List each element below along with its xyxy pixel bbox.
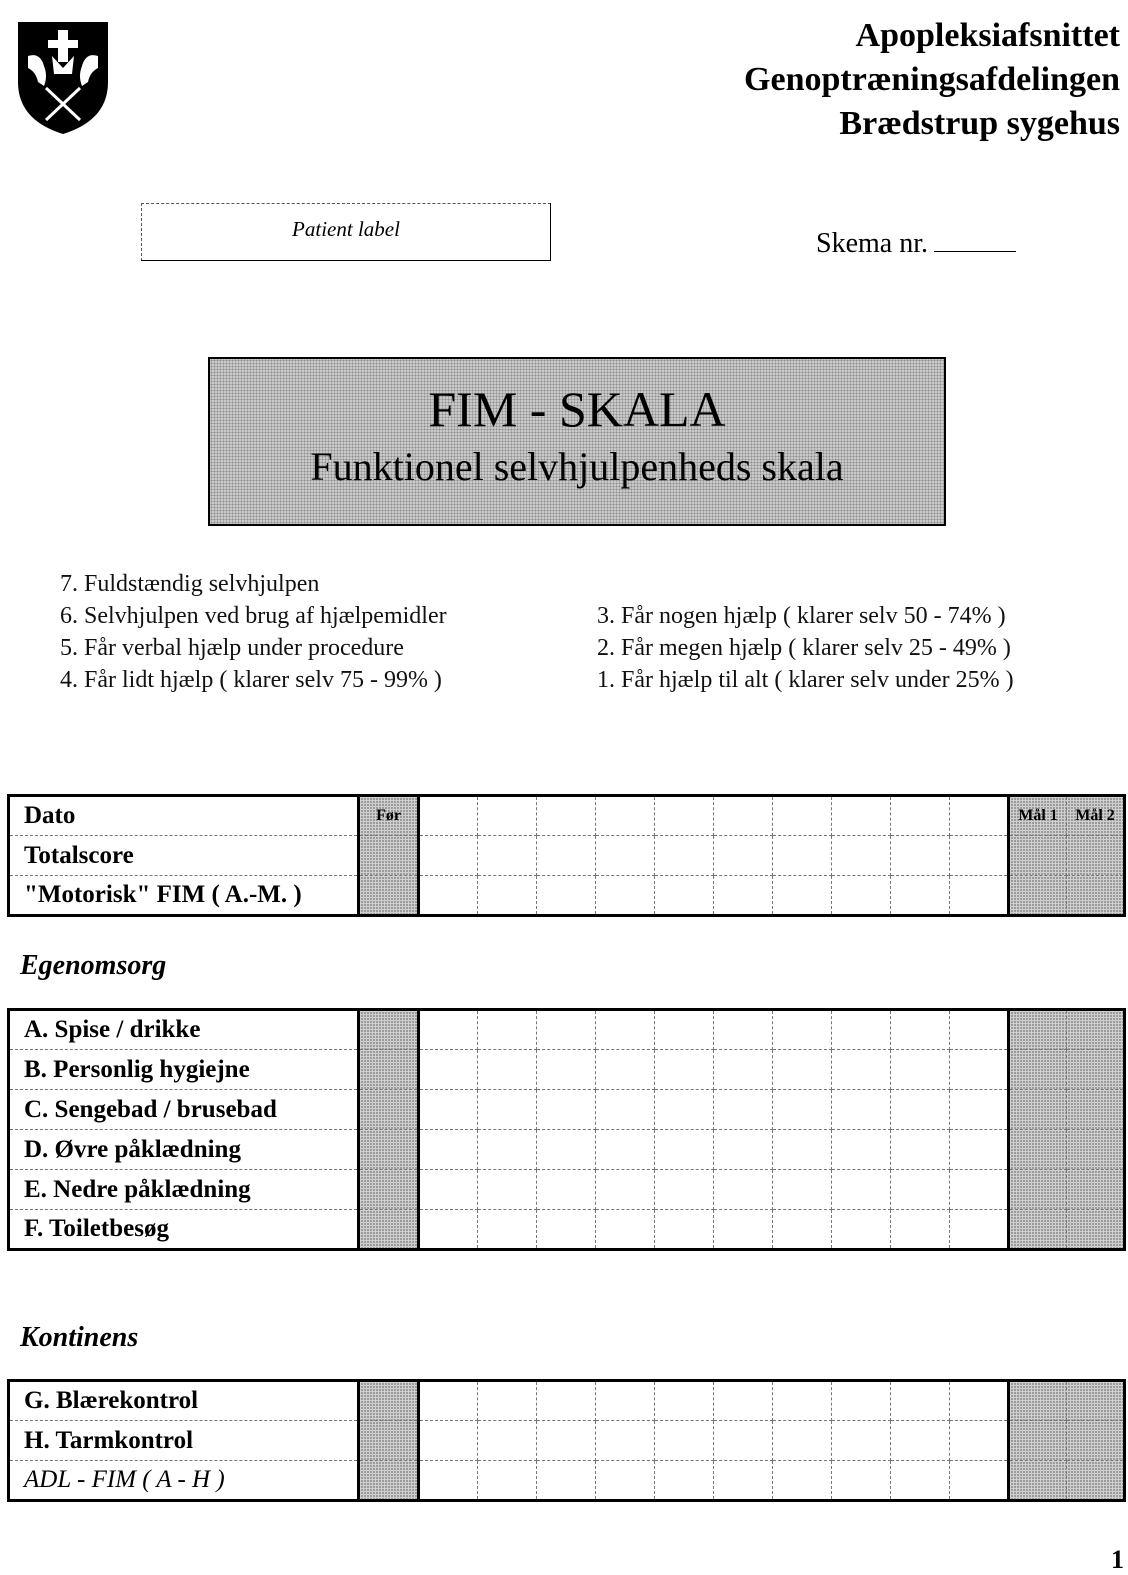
score-cell[interactable] bbox=[832, 1210, 891, 1250]
score-cell[interactable] bbox=[714, 1010, 773, 1050]
mal2-cell[interactable] bbox=[1067, 1461, 1125, 1501]
score-cell[interactable] bbox=[773, 1210, 832, 1250]
table-row bbox=[9, 1381, 1125, 1421]
table-row bbox=[9, 1090, 1125, 1130]
score-cell[interactable] bbox=[655, 1421, 714, 1461]
skema-blank-line bbox=[934, 251, 1016, 252]
row-label: D. Øvre påklædning bbox=[9, 1130, 359, 1170]
score-cell[interactable] bbox=[891, 1010, 950, 1050]
score-cell[interactable] bbox=[773, 1010, 832, 1050]
table-row bbox=[9, 1461, 1125, 1501]
score-cell[interactable] bbox=[655, 1010, 714, 1050]
score-cell[interactable] bbox=[478, 1010, 537, 1050]
score-cell[interactable] bbox=[950, 1010, 1009, 1050]
score-cell[interactable] bbox=[714, 1381, 773, 1421]
row-label: E. Nedre påklædning bbox=[9, 1170, 359, 1210]
score-cell[interactable] bbox=[419, 1010, 478, 1050]
mal1-cell[interactable] bbox=[1009, 876, 1067, 916]
score-cell[interactable] bbox=[655, 1050, 714, 1090]
score-cell[interactable] bbox=[537, 796, 596, 836]
egenomsorg-table bbox=[7, 1008, 1126, 1251]
score-cell[interactable] bbox=[773, 1090, 832, 1130]
score-cell[interactable] bbox=[773, 836, 832, 876]
mal2-cell[interactable] bbox=[1067, 1381, 1125, 1421]
score-cell[interactable] bbox=[950, 1381, 1009, 1421]
score-cell[interactable] bbox=[478, 836, 537, 876]
score-cell[interactable] bbox=[478, 796, 537, 836]
score-cell[interactable] bbox=[537, 1090, 596, 1130]
score-cell[interactable] bbox=[655, 1170, 714, 1210]
row-label: ADL - FIM ( A - H ) bbox=[9, 1461, 359, 1501]
page-title: FIM - SKALA bbox=[428, 381, 726, 437]
score-cell[interactable] bbox=[832, 1461, 891, 1501]
score-cell[interactable] bbox=[537, 1461, 596, 1501]
for-cell[interactable] bbox=[359, 1421, 419, 1461]
skema-label: Skema nr. bbox=[816, 228, 928, 259]
score-cell[interactable] bbox=[714, 1170, 773, 1210]
score-cell[interactable] bbox=[655, 1090, 714, 1130]
table-row bbox=[9, 1010, 1125, 1050]
for-cell[interactable] bbox=[359, 1170, 419, 1210]
patient-label-box bbox=[141, 203, 551, 261]
score-cell[interactable] bbox=[891, 1210, 950, 1250]
score-cell[interactable] bbox=[714, 1210, 773, 1250]
score-cell[interactable] bbox=[950, 1170, 1009, 1210]
table-row bbox=[9, 1050, 1125, 1090]
score-cell[interactable] bbox=[537, 1421, 596, 1461]
score-cell[interactable] bbox=[655, 1130, 714, 1170]
score-cell[interactable] bbox=[419, 876, 478, 916]
score-cell[interactable] bbox=[891, 1381, 950, 1421]
score-cell[interactable] bbox=[596, 1090, 655, 1130]
mal2-cell[interactable] bbox=[1067, 1010, 1125, 1050]
row-label: F. Toiletbesøg bbox=[9, 1210, 359, 1250]
score-cell[interactable] bbox=[714, 1090, 773, 1130]
coat-of-arms-logo bbox=[14, 16, 112, 136]
score-cell[interactable] bbox=[655, 1381, 714, 1421]
mal1-cell[interactable] bbox=[1009, 1210, 1067, 1250]
score-cell[interactable] bbox=[891, 1170, 950, 1210]
for-cell[interactable] bbox=[359, 1210, 419, 1250]
score-cell[interactable] bbox=[537, 836, 596, 876]
for-cell[interactable] bbox=[359, 876, 419, 916]
score-cell[interactable] bbox=[419, 836, 478, 876]
for-cell[interactable] bbox=[359, 1461, 419, 1501]
table-row bbox=[9, 1130, 1125, 1170]
mal1-cell[interactable] bbox=[1009, 1050, 1067, 1090]
score-cell[interactable] bbox=[478, 1421, 537, 1461]
for-cell[interactable] bbox=[359, 1130, 419, 1170]
score-cell[interactable] bbox=[655, 796, 714, 836]
for-header: Før bbox=[359, 796, 419, 836]
mal1-cell[interactable] bbox=[1009, 1421, 1067, 1461]
score-cell[interactable] bbox=[537, 1050, 596, 1090]
score-cell[interactable] bbox=[596, 1461, 655, 1501]
scale-legend-right bbox=[597, 600, 1014, 696]
mal2-cell[interactable] bbox=[1067, 1130, 1125, 1170]
score-cell[interactable] bbox=[419, 1170, 478, 1210]
row-label: Dato bbox=[9, 796, 359, 836]
score-cell[interactable] bbox=[596, 1210, 655, 1250]
mal2-cell[interactable] bbox=[1067, 876, 1125, 916]
score-cell[interactable] bbox=[537, 1210, 596, 1250]
score-cell[interactable] bbox=[891, 1421, 950, 1461]
score-cell[interactable] bbox=[950, 1210, 1009, 1250]
score-cell[interactable] bbox=[773, 1170, 832, 1210]
score-cell[interactable] bbox=[832, 1050, 891, 1090]
table-row bbox=[9, 796, 1125, 836]
mal2-cell[interactable] bbox=[1067, 836, 1125, 876]
scale-item-6: 6. Selvhjulpen ved brug af hjælpemidler bbox=[60, 603, 447, 629]
score-cell[interactable] bbox=[832, 1090, 891, 1130]
score-cell[interactable] bbox=[596, 1010, 655, 1050]
score-cell[interactable] bbox=[596, 1130, 655, 1170]
for-cell[interactable] bbox=[359, 1381, 419, 1421]
row-label: Totalscore bbox=[9, 836, 359, 876]
score-cell[interactable] bbox=[714, 1130, 773, 1170]
row-label: B. Personlig hygiejne bbox=[9, 1050, 359, 1090]
score-cell[interactable] bbox=[773, 796, 832, 836]
score-cell[interactable] bbox=[596, 836, 655, 876]
score-cell[interactable] bbox=[832, 836, 891, 876]
scale-item-5: 5. Får verbal hjælp under procedure bbox=[60, 635, 404, 661]
row-label: "Motorisk" FIM ( A.-M. ) bbox=[9, 876, 359, 916]
score-cell[interactable] bbox=[891, 1090, 950, 1130]
score-cell[interactable] bbox=[891, 1130, 950, 1170]
section-title-egenomsorg: Egenomsorg bbox=[20, 950, 167, 981]
score-cell[interactable] bbox=[950, 836, 1009, 876]
hospital-line-2: Genoptræningsafdelingen bbox=[744, 61, 1120, 98]
score-cell[interactable] bbox=[596, 1170, 655, 1210]
patient-label-text: Patient label bbox=[292, 217, 400, 241]
row-label: G. Blærekontrol bbox=[9, 1381, 359, 1421]
score-cell[interactable] bbox=[832, 876, 891, 916]
score-cell[interactable] bbox=[891, 836, 950, 876]
score-cell[interactable] bbox=[419, 1421, 478, 1461]
score-cell[interactable] bbox=[950, 1090, 1009, 1130]
score-cell[interactable] bbox=[773, 1421, 832, 1461]
score-cell[interactable] bbox=[891, 796, 950, 836]
score-cell[interactable] bbox=[832, 1421, 891, 1461]
page-number: 1 bbox=[1111, 1545, 1124, 1574]
score-cell[interactable] bbox=[714, 1461, 773, 1501]
scale-item-4: 4. Får lidt hjælp ( klarer selv 75 - 99% ) bbox=[60, 667, 442, 693]
score-cell[interactable] bbox=[478, 1170, 537, 1210]
scale-legend-left bbox=[60, 568, 447, 696]
score-cell[interactable] bbox=[478, 1210, 537, 1250]
score-cell[interactable] bbox=[419, 1381, 478, 1421]
score-cell[interactable] bbox=[478, 1461, 537, 1501]
mal2-cell[interactable] bbox=[1067, 1090, 1125, 1130]
score-cell[interactable] bbox=[419, 1461, 478, 1501]
score-cell[interactable] bbox=[655, 1461, 714, 1501]
table-row bbox=[9, 1210, 1125, 1250]
score-cell[interactable] bbox=[537, 1010, 596, 1050]
score-cell[interactable] bbox=[950, 1421, 1009, 1461]
score-cell[interactable] bbox=[832, 1130, 891, 1170]
mal2-cell[interactable] bbox=[1067, 1170, 1125, 1210]
mal1-cell[interactable] bbox=[1009, 1130, 1067, 1170]
score-cell[interactable] bbox=[655, 876, 714, 916]
for-cell[interactable] bbox=[359, 1050, 419, 1090]
score-cell[interactable] bbox=[832, 1381, 891, 1421]
score-cell[interactable] bbox=[478, 1130, 537, 1170]
score-cell[interactable] bbox=[655, 836, 714, 876]
score-cell[interactable] bbox=[950, 1130, 1009, 1170]
score-cell[interactable] bbox=[419, 1090, 478, 1130]
score-cell[interactable] bbox=[891, 876, 950, 916]
score-cell[interactable] bbox=[891, 1050, 950, 1090]
kontinens-table bbox=[7, 1379, 1126, 1502]
for-cell[interactable] bbox=[359, 1090, 419, 1130]
score-cell[interactable] bbox=[950, 1461, 1009, 1501]
row-label: C. Sengebad / brusebad bbox=[9, 1090, 359, 1130]
score-cell[interactable] bbox=[714, 1421, 773, 1461]
mal2-cell[interactable] bbox=[1067, 1210, 1125, 1250]
table-row bbox=[9, 836, 1125, 876]
score-cell[interactable] bbox=[832, 1010, 891, 1050]
mal1-cell[interactable] bbox=[1009, 836, 1067, 876]
score-cell[interactable] bbox=[832, 796, 891, 836]
score-cell[interactable] bbox=[419, 1050, 478, 1090]
score-cell[interactable] bbox=[714, 1050, 773, 1090]
mal1-cell[interactable] bbox=[1009, 1010, 1067, 1050]
scale-item-7: 7. Fuldstændig selvhjulpen bbox=[60, 571, 320, 597]
score-cell[interactable] bbox=[537, 1381, 596, 1421]
score-cell[interactable] bbox=[596, 1381, 655, 1421]
table-row bbox=[9, 876, 1125, 916]
score-cell[interactable] bbox=[478, 1050, 537, 1090]
score-cell[interactable] bbox=[891, 1461, 950, 1501]
page-subtitle: Funktionel selvhjulpenheds skala bbox=[310, 444, 844, 489]
for-cell[interactable] bbox=[359, 836, 419, 876]
score-cell[interactable] bbox=[419, 1130, 478, 1170]
mal1-cell[interactable] bbox=[1009, 1461, 1067, 1501]
mal1-cell[interactable] bbox=[1009, 1170, 1067, 1210]
score-cell[interactable] bbox=[537, 1170, 596, 1210]
scale-item-2: 2. Får megen hjælp ( klarer selv 25 - 49% ) bbox=[597, 635, 1011, 661]
score-cell[interactable] bbox=[596, 796, 655, 836]
score-cell[interactable] bbox=[832, 1170, 891, 1210]
score-cell[interactable] bbox=[478, 1090, 537, 1130]
score-cell[interactable] bbox=[773, 1381, 832, 1421]
score-cell[interactable] bbox=[714, 836, 773, 876]
score-cell[interactable] bbox=[773, 1461, 832, 1501]
mal1-cell[interactable] bbox=[1009, 1381, 1067, 1421]
score-cell[interactable] bbox=[478, 1381, 537, 1421]
score-cell[interactable] bbox=[773, 1130, 832, 1170]
score-cell[interactable] bbox=[537, 876, 596, 916]
row-label: A. Spise / drikke bbox=[9, 1010, 359, 1050]
score-cell[interactable] bbox=[950, 876, 1009, 916]
score-cell[interactable] bbox=[596, 1050, 655, 1090]
hospital-header bbox=[744, 14, 1120, 146]
row-label: H. Tarmkontrol bbox=[9, 1421, 359, 1461]
score-cell[interactable] bbox=[596, 876, 655, 916]
mal1-cell[interactable] bbox=[1009, 1090, 1067, 1130]
section-title-kontinens: Kontinens bbox=[20, 1322, 139, 1353]
score-cell[interactable] bbox=[596, 1421, 655, 1461]
table-row bbox=[9, 1170, 1125, 1210]
score-cell[interactable] bbox=[714, 876, 773, 916]
score-cell[interactable] bbox=[950, 796, 1009, 836]
score-cell[interactable] bbox=[714, 796, 773, 836]
mal2-header: Mål 2 bbox=[1067, 796, 1125, 836]
score-cell[interactable] bbox=[950, 1050, 1009, 1090]
score-cell[interactable] bbox=[419, 796, 478, 836]
summary-table bbox=[7, 794, 1126, 917]
table-row bbox=[9, 1421, 1125, 1461]
score-cell[interactable] bbox=[773, 1050, 832, 1090]
hospital-line-1: Apopleksiafsnittet bbox=[855, 17, 1120, 54]
score-cell[interactable] bbox=[655, 1210, 714, 1250]
scale-item-3: 3. Får nogen hjælp ( klarer selv 50 - 74% ) bbox=[597, 603, 1006, 629]
mal2-cell[interactable] bbox=[1067, 1050, 1125, 1090]
score-cell[interactable] bbox=[773, 876, 832, 916]
skema-number bbox=[816, 228, 1016, 260]
score-cell[interactable] bbox=[419, 1210, 478, 1250]
title-box bbox=[208, 357, 946, 526]
score-cell[interactable] bbox=[537, 1130, 596, 1170]
for-cell[interactable] bbox=[359, 1010, 419, 1050]
hospital-line-3: Brædstrup sygehus bbox=[839, 105, 1120, 142]
score-cell[interactable] bbox=[478, 876, 537, 916]
mal1-header: Mål 1 bbox=[1009, 796, 1067, 836]
mal2-cell[interactable] bbox=[1067, 1421, 1125, 1461]
scale-item-1: 1. Får hjælp til alt ( klarer selv under 25% ) bbox=[597, 667, 1014, 693]
